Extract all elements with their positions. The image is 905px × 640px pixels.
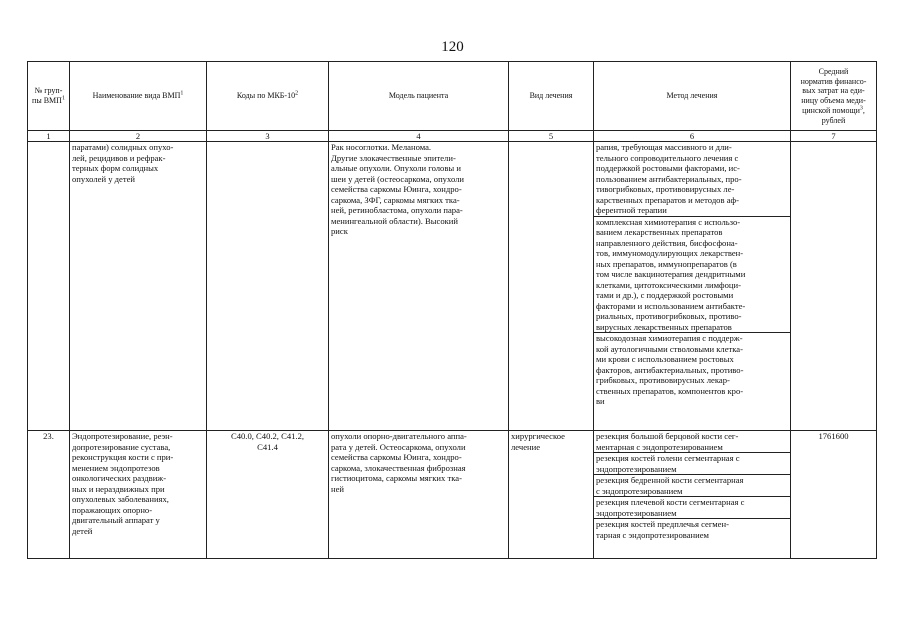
column-number: 2 (70, 131, 207, 142)
treatment-method: резекция большой берцовой кости сег- ментарная с эндопротезированием (594, 431, 790, 453)
treatment-methods (594, 431, 791, 559)
header-cost-norm: Средний норматив финансо- вых затрат на еди- ницу объема меди- цинской помощи$^3$, рублей (791, 62, 877, 131)
header-treatment-type: Вид лечения (509, 62, 594, 131)
patient-model: опухоли опорно-двигательного аппа- рата у детей. Остеосаркома, опухоли семейства саркомы Юинга, хондро- саркома, злокачественная фиброзная гистиоцитома, саркомы мягких тка- ней (329, 431, 509, 559)
treatment-method: комплексная химиотерапия с использо- ванием лекарственных препаратов направленного действия, бисфосфона- тов, иммуномодулирующих лекарствен- ных препаратов, иммунопрепаратов (в том числе вакцинотерапия дендритными клетками, цитотоксическими лимфоци- тами и др.), с поддержкой ростовыми факторами и использованием антибакте- риальных, противогрибковых, противо- вирусных лекарственных препаратов (594, 217, 790, 333)
header-group-number: № груп- пы ВМП$^1$ (28, 62, 70, 131)
treatment-methods (594, 142, 791, 431)
icd-codes: C40.0, C40.2, C41.2, C41.4 (207, 431, 329, 559)
column-number: 7 (791, 131, 877, 142)
column-number-row (28, 131, 877, 142)
treatment-method: резекция плечевой кости сегментарная с эндопротезированием (594, 497, 790, 519)
treatment-type (509, 142, 594, 431)
cost-norm (791, 142, 877, 431)
column-number: 6 (594, 131, 791, 142)
column-number: 1 (28, 131, 70, 142)
treatment-method: рапия, требующая массивного и дли- тельного сопроводительного лечения с поддержкой ростовыми факторами, ис- пользованием антибактериальных, про- тивогрибковых, противовирусных ле- карственных препаратов и методов аф- ферентной терапии (594, 142, 790, 216)
treatment-method: резекция костей голени сегментарная с эндопротезированием (594, 453, 790, 475)
header-vmp-name: Наименование вида ВМП$^1$ (70, 62, 207, 131)
table-row (28, 142, 877, 431)
header-treatment-method: Метод лечения (594, 62, 791, 131)
page-number: 120 (441, 39, 464, 55)
group-number: 23. (28, 431, 70, 559)
table-row (28, 431, 877, 559)
treatment-method: резекция бедренной кости сегментарная с эндопротезированием (594, 475, 790, 497)
treatment-method: резекция костей предплечья сегмен- тарная с эндопротезированием (596, 519, 729, 540)
icd-codes (207, 142, 329, 431)
column-number: 4 (329, 131, 509, 142)
header-icd-codes: Коды по МКБ-$10^2$ (207, 62, 329, 131)
vmp-name: паратами) солидных опухо- лей, рецидивов и рефрак- терных форм солидных опухолей у детей (70, 142, 207, 431)
vmp-table (27, 61, 877, 559)
treatment-type: хирургическое лечение (509, 431, 594, 559)
column-number: 3 (207, 131, 329, 142)
patient-model: Рак носоглотки. Меланома. Другие злокачественные эпители- альные опухоли. Опухоли головы и шеи у детей (остеосаркома, опухоли семейства саркомы Юинга, хондро- саркома, ЗФГ, саркомы мягких тка- ней, ретинобластома, опухоли пара- менингеальной области). Высокий риск (329, 142, 509, 431)
treatment-method: высокодозная химиотерапия с поддерж- кой аутологичными стволовыми клетка- ми крови с использованием ростовых факторов, антибактериальных, противо- грибковых, противовирусных лекар- ственных препаратов, компонентов кро- ви (596, 333, 744, 406)
vmp-name: Эндопротезирование, реэн- допротезирование сустава, реконструкция кости с при- менением эндопротезов онкологических раздвиж- ных и нераздвижных при опухолевых заболеваниях, поражающих опорно- двигательный аппарат у детей (70, 431, 207, 559)
cost-norm: 1761600 (791, 431, 877, 559)
group-number (28, 142, 70, 431)
header-row (28, 62, 877, 131)
header-patient-model: Модель пациента (329, 62, 509, 131)
column-number: 5 (509, 131, 594, 142)
